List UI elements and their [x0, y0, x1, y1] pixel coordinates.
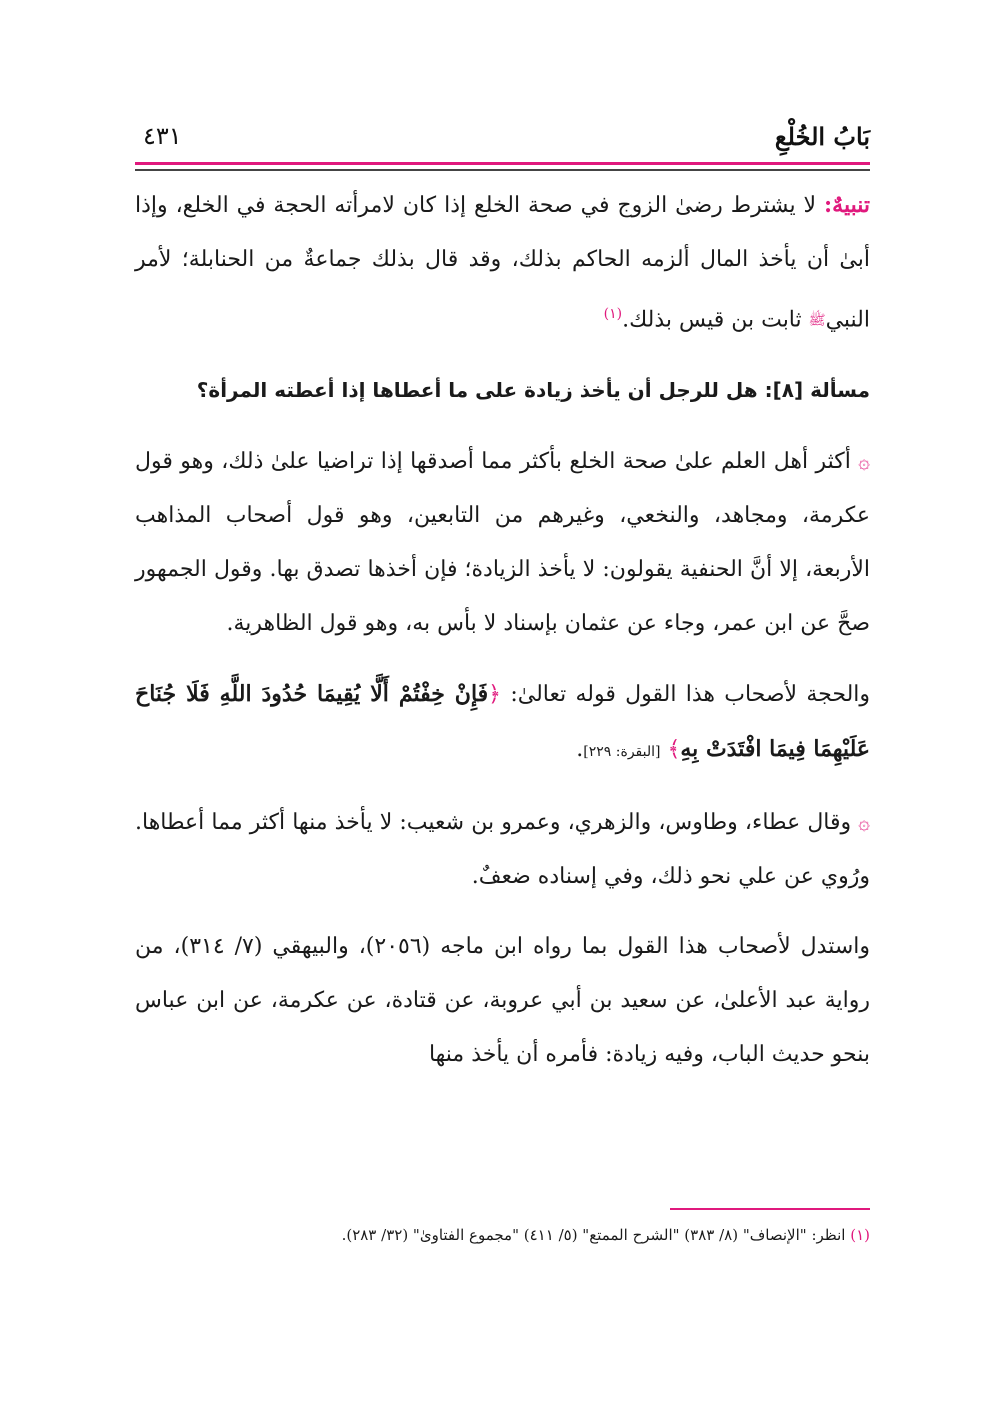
footnote-number: (١): [850, 1226, 870, 1244]
footnote: [135, 1222, 870, 1248]
paragraph-text: واستدل لأصحاب هذا القول بما رواه ابن ماجه (٢٠٥٦)، والبيهقي (٧/ ٣١٤)، من رواية عبد الأعلىٰ، عن سعيد بن أبي عروبة، عن قتادة، عن عكرمة، عن ابن عباس بنحو حديث الباب، وفيه زيادة: فأمره أن يأخذ منها: [135, 934, 871, 1068]
paragraph-evidence: [135, 667, 870, 779]
paragraph-minority-view: [135, 795, 870, 904]
ornament-bullet-icon: ۞: [858, 810, 870, 835]
issue-title: هل للرجل أن يأخذ زيادة على ما أعطاها إذا أعطته المرأة؟: [196, 378, 758, 403]
quran-bracket-close: ﴾: [667, 737, 681, 763]
page-header: [135, 118, 870, 158]
note-text: لا يشترط رضىٰ الزوج في صحة الخلع إذا كان لامرأته الحجة في الخلع، وإذا أبىٰ أن يأخذ المال ألزمه الحاكم بذلك، وقد قال بذلك جماعةٌ من الحنابلة؛ لأمر النبي: [135, 193, 870, 333]
footnote-text: انظر: "الإنصاف" (٨/ ٣٨٣) "الشرح الممتع" (٥/ ٤١١) "مجموع الفتاوىٰ" (٣٢/ ٢٨٣).: [341, 1226, 846, 1244]
note-label: تنبيهٌ:: [824, 192, 871, 218]
quran-verse: فَإِنْ خِفْتُمْ أَلَّا يُقِيمَا حُدُودَ اللَّهِ فَلَا جُنَاحَ عَلَيْهِمَا فِيمَا افْتَدَتْ بِهِ: [135, 681, 870, 763]
quran-bracket-open: ﴿: [488, 682, 502, 708]
evidence-intro: والحجة لأصحاب هذا القول قوله تعالىٰ:: [510, 682, 871, 708]
chapter-title: بَابُ الخُلْعِ: [774, 122, 870, 151]
page-number: ٤٣١: [143, 122, 182, 150]
paragraph-text: أكثر أهل العلم علىٰ صحة الخلع بأكثر مما أصدقها إذا تراضيا علىٰ ذلك، وهو قول عكرمة، ومجاهد، والنخعي، وغيرهم من التابعين، وهو قول أصحاب المذاهب الأربعة، إلا أنَّ الحنفية يقولون: لا يأخذ الزيادة؛ فإن أخذها تصدق بها. وقول الجمهور صحَّ عن ابن عمر، وجاء عن عثمان بإسناد لا بأس به، وهو قول الظاهرية.: [135, 449, 870, 637]
footnote-divider: [670, 1208, 870, 1210]
note-text-end: ثابت بن قيس بذلك.: [622, 307, 802, 333]
issue-heading: [135, 363, 870, 418]
header-rule: [135, 169, 870, 171]
paragraph-majority-view: [135, 434, 870, 651]
paragraph-hadith-evidence: [135, 920, 870, 1082]
issue-label: مسألة [٨]:: [764, 378, 870, 403]
page-body: [135, 178, 870, 1082]
evidence-end: .: [576, 737, 584, 763]
footnote-reference[interactable]: (١): [603, 306, 623, 322]
header-rule-accent: [135, 162, 870, 165]
honorific-glyph: ﷺ: [808, 312, 826, 329]
paragraph-text: وقال عطاء، وطاوس، والزهري، وعمرو بن شعيب: لا يأخذ منها أكثر مما أعطاها. ورُوي عن علي نحو ذلك، وفي إسناده ضعفٌ.: [135, 810, 870, 890]
verse-citation: [البقرة: ٢٢٩]: [583, 744, 661, 761]
ornament-bullet-icon: ۞: [858, 449, 870, 474]
note-paragraph: [135, 178, 870, 347]
